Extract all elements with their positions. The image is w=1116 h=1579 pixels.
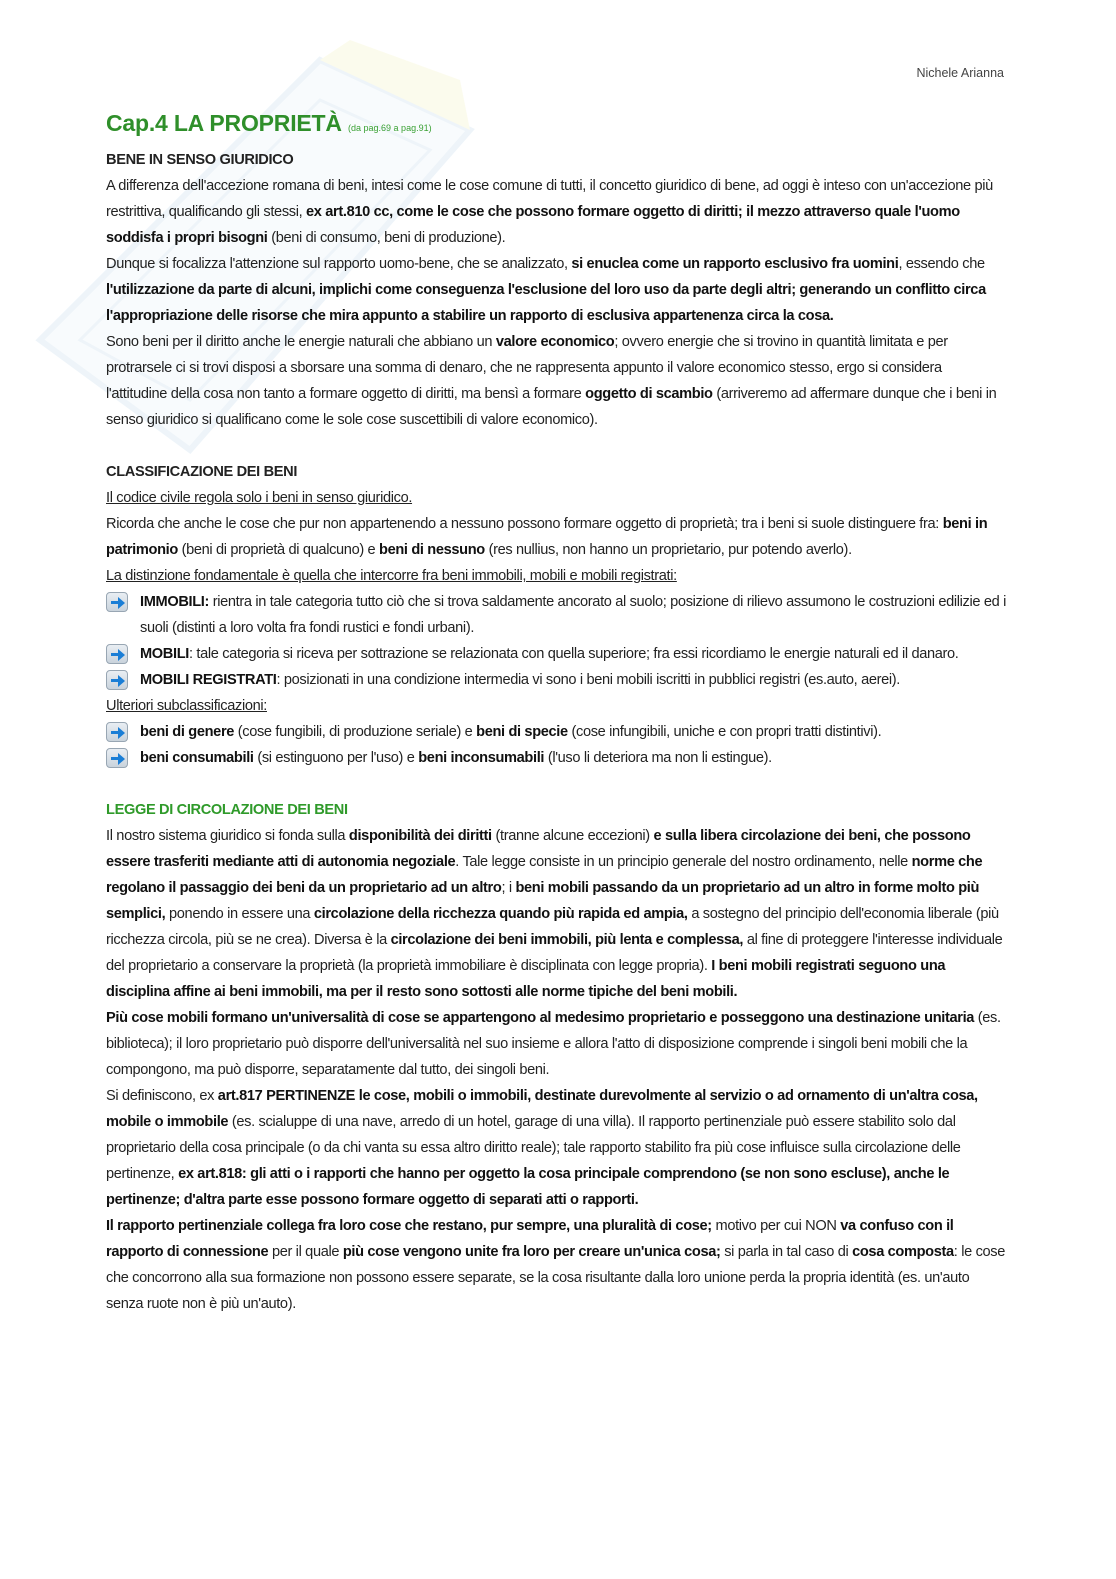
bullet-list-categories: [106, 589, 1006, 693]
paragraph: Più cose mobili formano un'universalità di cose se appartengono al medesimo proprietario e posseggono una destinazione unitaria (es. biblioteca); il loro proprietario può disporre dell'universalità nel suo insieme e allora l'atto di disposizione comprende i singoli beni mobili che la compongono, ma può disporre, separatamente dal tutto, dei singoli beni.: [106, 1010, 1001, 1078]
arrow-right-icon: [106, 644, 128, 664]
paragraph: Ricorda che anche le cose che pur non appartenendo a nessuno possono formare oggetto di proprietà; tra i beni si suole distinguere fra: beni in patrimonio (beni di proprietà di qualcuno) e beni di nessuno (res nullius, non hanno un proprietario, pur potendo averlo).: [106, 516, 988, 558]
author-name: Nichele Arianna: [916, 66, 1004, 80]
section-heading-bene: BENE IN SENSO GIURIDICO: [106, 152, 294, 168]
section-heading-classificazione: CLASSIFICAZIONE DEI BENI: [106, 464, 298, 480]
paragraph: Sono beni per il diritto anche le energie naturali che abbiano un valore economico; ovvero energie che si trovino in quantità limitata e per protrarsele ci si trovi disposi a sborsare una somma di denaro, che ne rappresenta appunto il valore economico stesso, ergo si considera l'attitudine della cosa non tanto a formare oggetto di diritti, ma bensì a formare oggetto di scambio (arriveremo ad affermare dunque che i beni in senso giuridico si qualificano come le sole cose suscettibili di valore economico).: [106, 334, 997, 428]
paragraph: Si definiscono, ex art.817 PERTINENZE le cose, mobili o immobili, destinate durevolmente al servizio o ad ornamento di un'altra cosa, mobile o immobile (es. scialuppe di una nave, arredo di un hotel, garage di una villa). Il rapporto pertinenziale può essere stabilito solo dal proprietario della cosa principale (o da chi vanta su essa altro diritto reale); tale rapporto stabilito fra più cose influisce sulla circolazione delle pertinenze, ex art.818: gli atti o i rapporti che hanno per oggetto la cosa principale comprendono (se non sono escluse), anche le pertinenze; d'altra parte esse possono formare oggetto di separati atti o rapporti.: [106, 1088, 978, 1208]
paragraph: Il rapporto pertinenziale collega fra loro cose che restano, pur sempre, una pluralità di cose; motivo per cui NON va confuso con il rapporto di connessione per il quale più cose vengono unite fra loro per creare un'unica cosa; si parla in tal caso di cosa composta: le cose che concorrono alla sua formazione non possono essere separate, se la cosa risultante dalla loro unione perda la propria identità (es. un'auto senza ruote non è più un'auto).: [106, 1218, 1005, 1312]
underlined-note: La distinzione fondamentale è quella che intercorre fra beni immobili, mobili e mobili registrati:: [106, 568, 677, 584]
chapter-title-text: Cap.4 LA PROPRIETÀ: [106, 110, 342, 136]
document-body: [106, 104, 1006, 1317]
chapter-page-ref: (da pag.69 a pag.91): [348, 123, 432, 133]
chapter-title: [106, 104, 1006, 147]
arrow-right-icon: [106, 748, 128, 768]
section-heading-circolazione: LEGGE DI CIRCOLAZIONE DEI BENI: [106, 802, 348, 818]
bullet-list-subclasses: [106, 719, 1006, 771]
underlined-note: Ulteriori subclassificazioni:: [106, 698, 267, 714]
paragraph: A differenza dell'accezione romana di beni, intesi come le cose comune di tutti, il concetto giuridico di bene, ad oggi è inteso con un'accezione più restrittiva, qualificando gli stessi, ex art.810 cc, come le cose che possono formare oggetto di diritti; il mezzo attraverso quale l'uomo soddisfa i propri bisogni (beni di consumo, beni di produzione).: [106, 178, 993, 246]
list-item: beni consumabili (si estinguono per l'uso) e beni inconsumabili (l'uso li deteriora ma non li estingue).: [106, 745, 1006, 771]
underlined-note: Il codice civile regola solo i beni in senso giuridico.: [106, 490, 413, 506]
arrow-right-icon: [106, 592, 128, 612]
arrow-right-icon: [106, 670, 128, 690]
arrow-right-icon: [106, 722, 128, 742]
paragraph: Il nostro sistema giuridico si fonda sulla disponibilità dei diritti (tranne alcune eccezioni) e sulla libera circolazione dei beni, che possono essere trasferiti mediante atti di autonomia negoziale. Tale legge consiste in un principio generale del nostro ordinamento, nelle norme che regolano il passaggio dei beni da un proprietario ad un altro; i beni mobili passando da un proprietario ad un altro in forme molto più semplici, ponendo in essere una circolazione della ricchezza quando più rapida ed ampia, a sostegno del principio dell'economia liberale (più ricchezza circola, più se ne crea). Diversa è la circolazione dei beni immobili, più lenta e complessa, al fine di proteggere l'interesse individuale del proprietario a conservare la proprietà (la proprietà immobiliare è disciplinata con legge propria). I beni mobili registrati seguono una disciplina affine ai beni immobili, ma per il resto sono sottosti alle norme tipiche del beni mobili.: [106, 828, 1003, 1000]
list-item: IMMOBILI: rientra in tale categoria tutto ciò che si trova saldamente ancorato al suolo; posizione di rilievo assumono le costruzioni edilizie ed i suoli (distinti a loro volta fra fondi rustici e fondi urbani).: [106, 589, 1006, 641]
list-item: beni di genere (cose fungibili, di produzione seriale) e beni di specie (cose infungibili, uniche e con propri tratti distintivi).: [106, 719, 1006, 745]
list-item: MOBILI REGISTRATI: posizionati in una condizione intermedia vi sono i beni mobili iscritti in pubblici registri (es.auto, aerei).: [106, 667, 1006, 693]
list-item: MOBILI: tale categoria si riceva per sottrazione se relazionata con quella superiore; fra essi ricordiamo le energie naturali ed il danaro.: [106, 641, 1006, 667]
paragraph: Dunque si focalizza l'attenzione sul rapporto uomo-bene, che se analizzato, si enuclea come un rapporto esclusivo fra uomini, essendo che l'utilizzazione da parte di alcuni, implichi come conseguenza l'esclusione del loro uso da parte degli altri; generando un conflitto circa l'appropriazione delle risorse che mira appunto a stabilire un rapporto di esclusiva appartenenza circa la cosa.: [106, 256, 986, 324]
